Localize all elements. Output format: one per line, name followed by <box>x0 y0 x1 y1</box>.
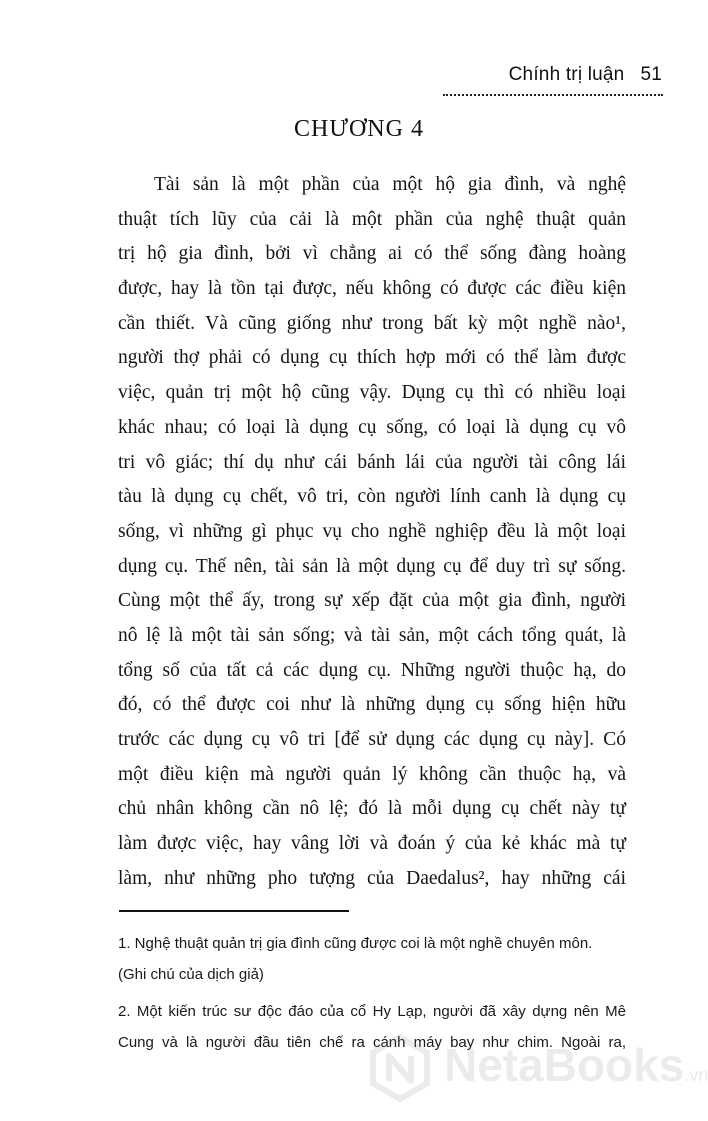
body-line: cần thiết. Và cũng giống như trong bất kỳ một nghề nào¹, <box>118 312 626 334</box>
watermark-brand: NetaBooks <box>444 1039 685 1091</box>
netabooks-watermark <box>364 1030 708 1110</box>
watermark-suffix: .vn <box>684 1065 708 1085</box>
body-line: Tài sản là một phần của một hộ gia đình, và nghệ <box>154 174 626 195</box>
header-page-number: 51 <box>640 64 662 85</box>
body-line: tàu là dụng cụ chết, vô tri, còn người lính canh là dụng cụ <box>118 486 626 508</box>
chapter-title: CHƯƠNG 4 <box>294 116 424 142</box>
body-line: tổng số của tất cả các dụng cụ. Những người thuộc hạ, do <box>118 659 626 681</box>
body-line: khác nhau; có loại là dụng cụ sống, có loại là dụng cụ vô <box>118 416 626 438</box>
footnote-2-line-2: Cung và là người đầu tiên chế ra cánh máy bay như chim. Ngoài ra, <box>118 1034 626 1051</box>
body-line: một điều kiện mà người quản lý không cần thuộc hạ, và <box>118 763 626 785</box>
body-line: tri vô giác; thí dụ như cái bánh lái của người tài công lái <box>118 451 626 473</box>
body-line: được, hay là tồn tại được, nếu không có được các điều kiện <box>118 278 626 300</box>
watermark-text <box>444 1038 708 1092</box>
body-line: chủ nhân không cần nô lệ; đó là mỗi dụng cụ chết này tự <box>118 798 626 820</box>
body-line: Cùng một thể ấy, trong sự xếp đặt của một gia đình, người <box>118 590 626 612</box>
body-line: thuật tích lũy của cải là một phần của nghệ thuật quản <box>118 208 626 230</box>
footnote-1-line-1: 1. Nghệ thuật quản trị gia đình cũng được coi là một nghề chuyên môn. <box>118 935 593 952</box>
body-line: làm được việc, hay vâng lời và đoán ý của kẻ khác mà tự <box>118 833 626 855</box>
body-line: người thợ phải có dụng cụ thích hợp mới có thể làm được <box>118 347 626 369</box>
footnote-1-line-2: (Ghi chú của dịch giả) <box>118 966 264 983</box>
body-line: đó, có thể được coi như là những dụng cụ sống hiện hữu <box>118 694 626 716</box>
header-book-title: Chính trị luận <box>508 64 625 85</box>
body-line: sống, vì những gì phục vụ cho nghề nghiệp đều là một loại <box>118 520 626 542</box>
footnote-2-line-1: 2. Một kiến trúc sư độc đáo của cổ Hy Lạp, người đã xây dựng nên Mê <box>118 1003 626 1020</box>
body-line: nô lệ là một tài sản sống; và tài sản, một cách tổng quát, là <box>118 624 626 646</box>
body-line: làm, như những pho tượng của Daedalus², hay những cái <box>118 867 626 889</box>
running-header <box>0 64 662 86</box>
body-text <box>118 168 626 896</box>
netabooks-logo-icon <box>366 1034 434 1102</box>
body-line: dụng cụ. Thế nên, tài sản là một dụng cụ để duy trì sự sống. <box>118 555 626 577</box>
footnote-rule <box>119 910 349 912</box>
header-dotted-rule <box>443 94 663 96</box>
body-line: trước các dụng cụ vô tri [để sử dụng các dụng cụ này]. Có <box>118 729 626 750</box>
body-line: việc, quản trị một hộ cũng vậy. Dụng cụ thì có nhiều loại <box>118 382 626 404</box>
body-line: trị hộ gia đình, bởi vì chẳng ai có thể sống đàng hoàng <box>118 243 626 265</box>
